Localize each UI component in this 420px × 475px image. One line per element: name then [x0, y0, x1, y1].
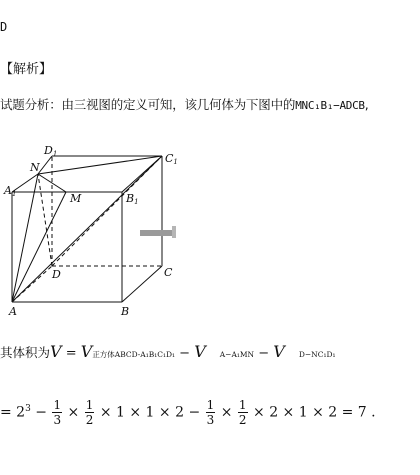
- minus-sign-2: −: [254, 346, 274, 361]
- volume-symbol: V: [50, 342, 62, 361]
- cube-volume-symbol: V: [80, 342, 93, 361]
- calc-middle: × 1 × 1 × 2 −: [95, 404, 205, 421]
- solid-name: MNC₁B₁−ADCB: [295, 99, 365, 112]
- cube-figure: [0, 140, 200, 320]
- label-M: M: [70, 192, 82, 205]
- label-B1: B1: [126, 192, 139, 206]
- label-A: A: [9, 305, 17, 318]
- pyramid2-subscript: D−NC₁D₁: [298, 350, 336, 359]
- calculation-line: [0, 398, 376, 427]
- calc-exponent: 3: [25, 403, 31, 414]
- label-D: D: [52, 268, 61, 281]
- calc-times-1: ×: [63, 404, 84, 421]
- label-D1: D1: [44, 144, 58, 158]
- label-N: N: [30, 161, 40, 174]
- shadow-mark: [140, 230, 176, 236]
- fraction-1: $\frac{1}{3}$: [53, 398, 62, 427]
- shadow-mark-end: [172, 226, 176, 238]
- label-A1: A1: [4, 184, 17, 198]
- cube-solid-edges: [12, 156, 162, 302]
- fraction-4: $\frac{1}{2}$: [238, 398, 247, 427]
- cube-volume-subscript: 正方体ABCD-A₁B₁C₁D₁: [92, 350, 176, 359]
- calc-times-2: ×: [216, 404, 237, 421]
- label-B: B: [121, 305, 130, 318]
- equals-sign: =: [61, 346, 81, 361]
- analysis-suffix: ,: [364, 97, 369, 112]
- calc-minus: −: [30, 404, 52, 421]
- minus-sign-1: −: [175, 346, 195, 361]
- analysis-paragraph: [0, 95, 369, 113]
- volume-lead-text: 其体积为: [0, 345, 51, 360]
- pyramid1-volume-symbol: V: [194, 342, 206, 361]
- calc-result: × 2 × 1 × 2 = 7 .: [248, 404, 376, 421]
- analysis-prefix: 试题分析：由三视图的定义可知，该几何体为下图中的: [0, 97, 296, 112]
- fraction-2: $\frac{1}{2}$: [85, 398, 94, 427]
- pyramid1-subscript: A−A₁MN: [219, 350, 255, 359]
- volume-equation: [0, 342, 335, 361]
- answer-text: D: [0, 20, 8, 34]
- analysis-heading: 【解析】: [0, 62, 53, 77]
- pyramid2-volume-symbol: V: [273, 342, 285, 361]
- label-C: C: [164, 266, 173, 279]
- fraction-3: $\frac{1}{3}$: [206, 398, 215, 427]
- label-C1: C1: [165, 152, 178, 166]
- calc-lead: = 2: [0, 404, 26, 421]
